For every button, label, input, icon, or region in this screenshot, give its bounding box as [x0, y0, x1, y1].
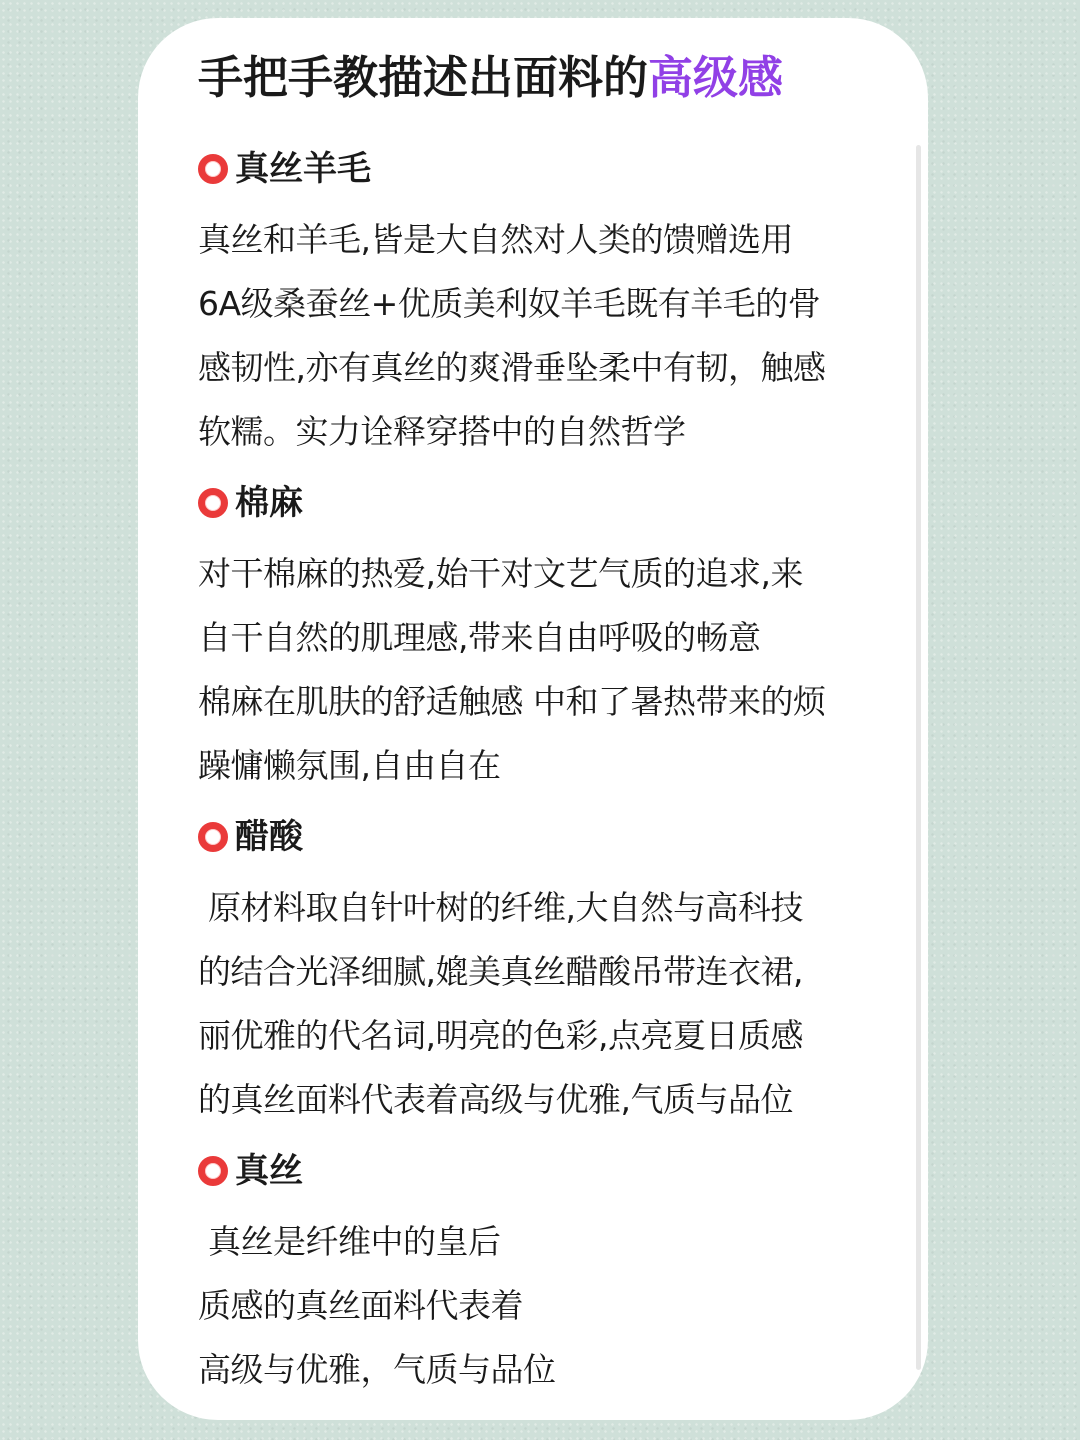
title-accent: 高级感: [648, 51, 784, 104]
section-acetate: [198, 798, 898, 1132]
body-line: 棉麻在肌肤的舒适触感 中和了暑热带来的烦: [198, 682, 826, 721]
red-ring-icon: [198, 1156, 228, 1186]
red-ring-icon: [198, 488, 228, 518]
body-line: 自干自然的肌理感,带来自由呼吸的畅意: [198, 618, 761, 657]
section-heading: [198, 130, 898, 208]
body-line: 丽优雅的代名词,明亮的色彩,点亮夏日质感: [198, 1016, 803, 1055]
section-heading-text: 棉麻: [235, 483, 303, 523]
section-silk-wool: [198, 130, 898, 464]
red-ring-icon: [198, 822, 228, 852]
content-body: [198, 130, 898, 1402]
page-title: [198, 48, 783, 108]
section-heading-text: 醋酸: [235, 817, 303, 857]
section-silk: [198, 1132, 898, 1402]
body-line: 躁慵懒氛围,自由自在: [198, 746, 501, 785]
section-heading-text: 真丝羊毛: [235, 149, 371, 189]
body-line: 原材料取自针叶树的纤维,大自然与高科技: [198, 888, 803, 927]
content-card: [138, 18, 928, 1420]
body-line: 6A级桑蚕丝+优质美利奴羊毛既有羊毛的骨: [198, 284, 821, 323]
body-line: 的结合光泽细腻,媲美真丝醋酸吊带连衣裙,: [198, 952, 803, 991]
body-line: 高级与优雅，气质与品位: [198, 1350, 556, 1389]
section-heading-text: 真丝: [235, 1151, 303, 1191]
body-line: 真丝和羊毛,皆是大自然对人类的馈赠选用: [198, 220, 793, 259]
body-line: 真丝是纤维中的皇后: [198, 1222, 501, 1261]
section-heading: [198, 798, 898, 876]
section-heading: [198, 464, 898, 542]
body-line: 质感的真丝面料代表着: [198, 1286, 523, 1325]
section-cotton-linen: [198, 464, 898, 798]
red-ring-icon: [198, 154, 228, 184]
body-line: 的真丝面料代表着高级与优雅,气质与品位: [198, 1080, 793, 1119]
body-line: 感韧性,亦有真丝的爽滑垂坠柔中有韧，触感: [198, 348, 826, 387]
section-heading: [198, 1132, 898, 1210]
body-line: 软糯。实力诠释穿搭中的自然哲学: [198, 412, 686, 451]
scrollbar[interactable]: [916, 145, 921, 1370]
body-line: 对干棉麻的热爱,始干对文艺气质的追求,来: [198, 554, 803, 593]
title-main: 手把手教描述出面料的: [198, 51, 649, 104]
